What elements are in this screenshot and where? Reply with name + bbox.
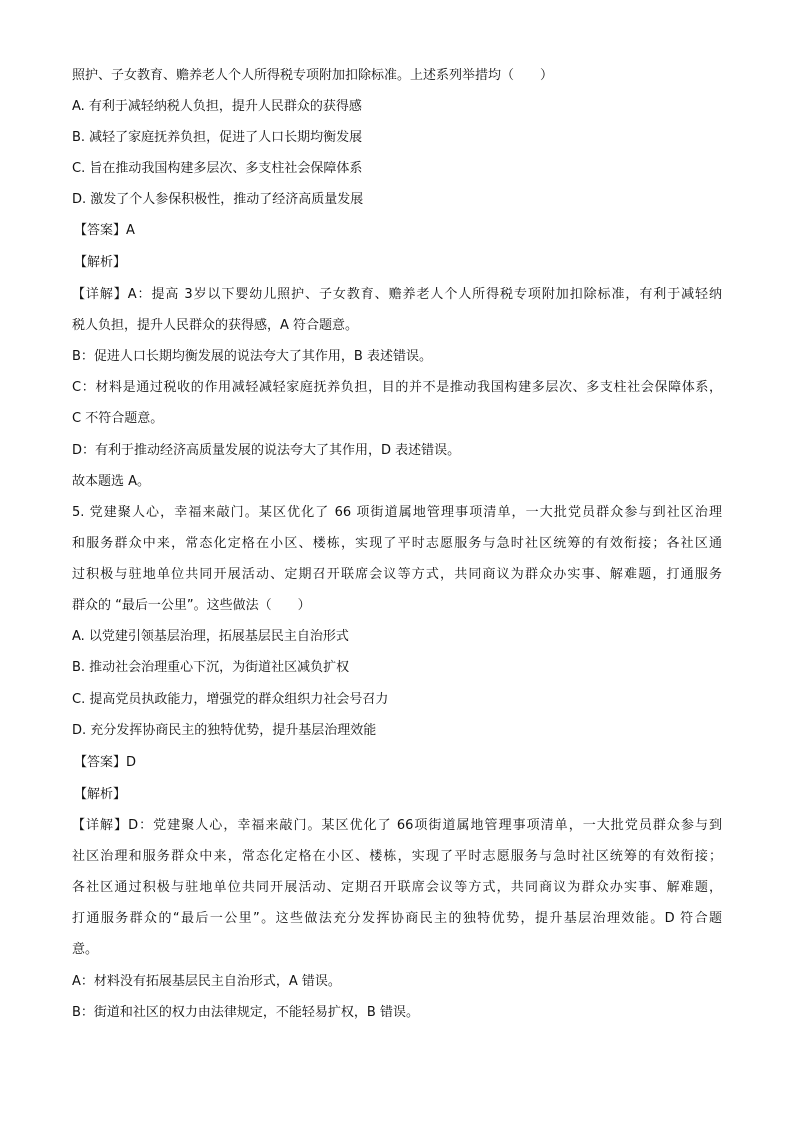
q4-option-d: D. 激发了个人参保积极性，推动了经济高质量发展 xyxy=(72,192,364,207)
q5-stem-line: 过积极与驻地单位共同开展活动、定期召开联席会议等方式，共同商议为群众办实事、解难题，打通服务 xyxy=(72,567,722,582)
q4-analysis-heading: 【解析】 xyxy=(74,255,127,270)
q5-detail-line: 打通服务群众的“最后一公里”。这些做法充分发挥协商民主的独特优势，提升基层治理效能。D 符合题 xyxy=(72,911,722,926)
q5-analysis-heading: 【解析】 xyxy=(74,787,127,802)
q4-detail-line: 税人负担，提升人民群众的获得感，A 符合题意。 xyxy=(72,318,359,333)
q5-answer: 【答案】D xyxy=(74,755,137,770)
q4-stem-tail: 照护、子女教育、赡养老人个人所得税专项附加扣除标准。上述系列举措均（ ） xyxy=(72,68,554,83)
q4-detail-line: B：促进人口长期均衡发展的说法夸大了其作用，B 表述错误。 xyxy=(72,349,432,364)
q4-detail-line: D：有利于推动经济高质量发展的说法夸大了其作用，D 表述错误。 xyxy=(72,443,461,458)
q5-detail-line: 意。 xyxy=(72,942,99,957)
q5-detail-line: A：材料没有拓展基层民主自治形式，A 错误。 xyxy=(72,974,341,989)
q4-answer: 【答案】A xyxy=(74,223,135,238)
q5-detail-line: 社区治理和服务群众中来，常态化定格在小区、楼栋，实现了平时志愿服务与急时社区统筹的有效衔接； xyxy=(72,849,722,864)
q5-detail-line: 【详解】D：党建聚人心，幸福来敲门。某区优化了 66项街道属地管理事项清单，一大批党员群众参与到 xyxy=(72,818,722,833)
q4-detail-line: C：材料是通过税收的作用减轻减轻家庭抚养负担，目的并不是推动我国构建多层次、多支柱社会保障体系， xyxy=(72,380,722,395)
q4-option-c: C. 旨在推动我国构建多层次、多支柱社会保障体系 xyxy=(72,161,363,176)
q5-stem-line: 5. 党建聚人心，幸福来敲门。某区优化了 66 项街道属地管理事项清单，一大批党员群众参与到社区治理 xyxy=(72,505,722,520)
q4-option-b: B. 减轻了家庭抚养负担，促进了人口长期均衡发展 xyxy=(72,130,363,145)
q5-detail-line: 各社区通过积极与驻地单位共同开展活动、定期召开联席会议等方式，共同商议为群众办实事、解难题， xyxy=(72,880,722,895)
q5-stem-line: 群众的 “最后一公里”。这些做法（ ） xyxy=(72,598,311,613)
q5-option-a: A. 以党建引领基层治理，拓展基层民主自治形式 xyxy=(72,629,349,644)
q5-stem-line: 和服务群众中来，常态化定格在小区、楼栋，实现了平时志愿服务与急时社区统筹的有效衔接；各社区通 xyxy=(72,536,722,551)
q5-option-c: C. 提高党员执政能力，增强党的群众组织力社会号召力 xyxy=(72,692,389,707)
q5-option-b: B. 推动社会治理重心下沉，为街道社区减负扩权 xyxy=(72,660,350,675)
q4-detail-line: 故本题选 A。 xyxy=(72,474,151,489)
q4-detail-line: C 不符合题意。 xyxy=(72,411,164,426)
q5-option-d: D. 充分发挥协商民主的独特优势，提升基层治理效能 xyxy=(72,723,377,738)
q4-option-a: A. 有利于减轻纳税人负担，提升人民群众的获得感 xyxy=(72,99,362,114)
q4-detail-line: 【详解】A：提高 3岁以下婴幼儿照护、子女教育、赡养老人个人所得税专项附加扣除标准，有利于减轻纳 xyxy=(72,287,722,302)
q5-detail-line: B：街道和社区的权力由法律规定，不能轻易扩权，B 错误。 xyxy=(72,1005,419,1020)
